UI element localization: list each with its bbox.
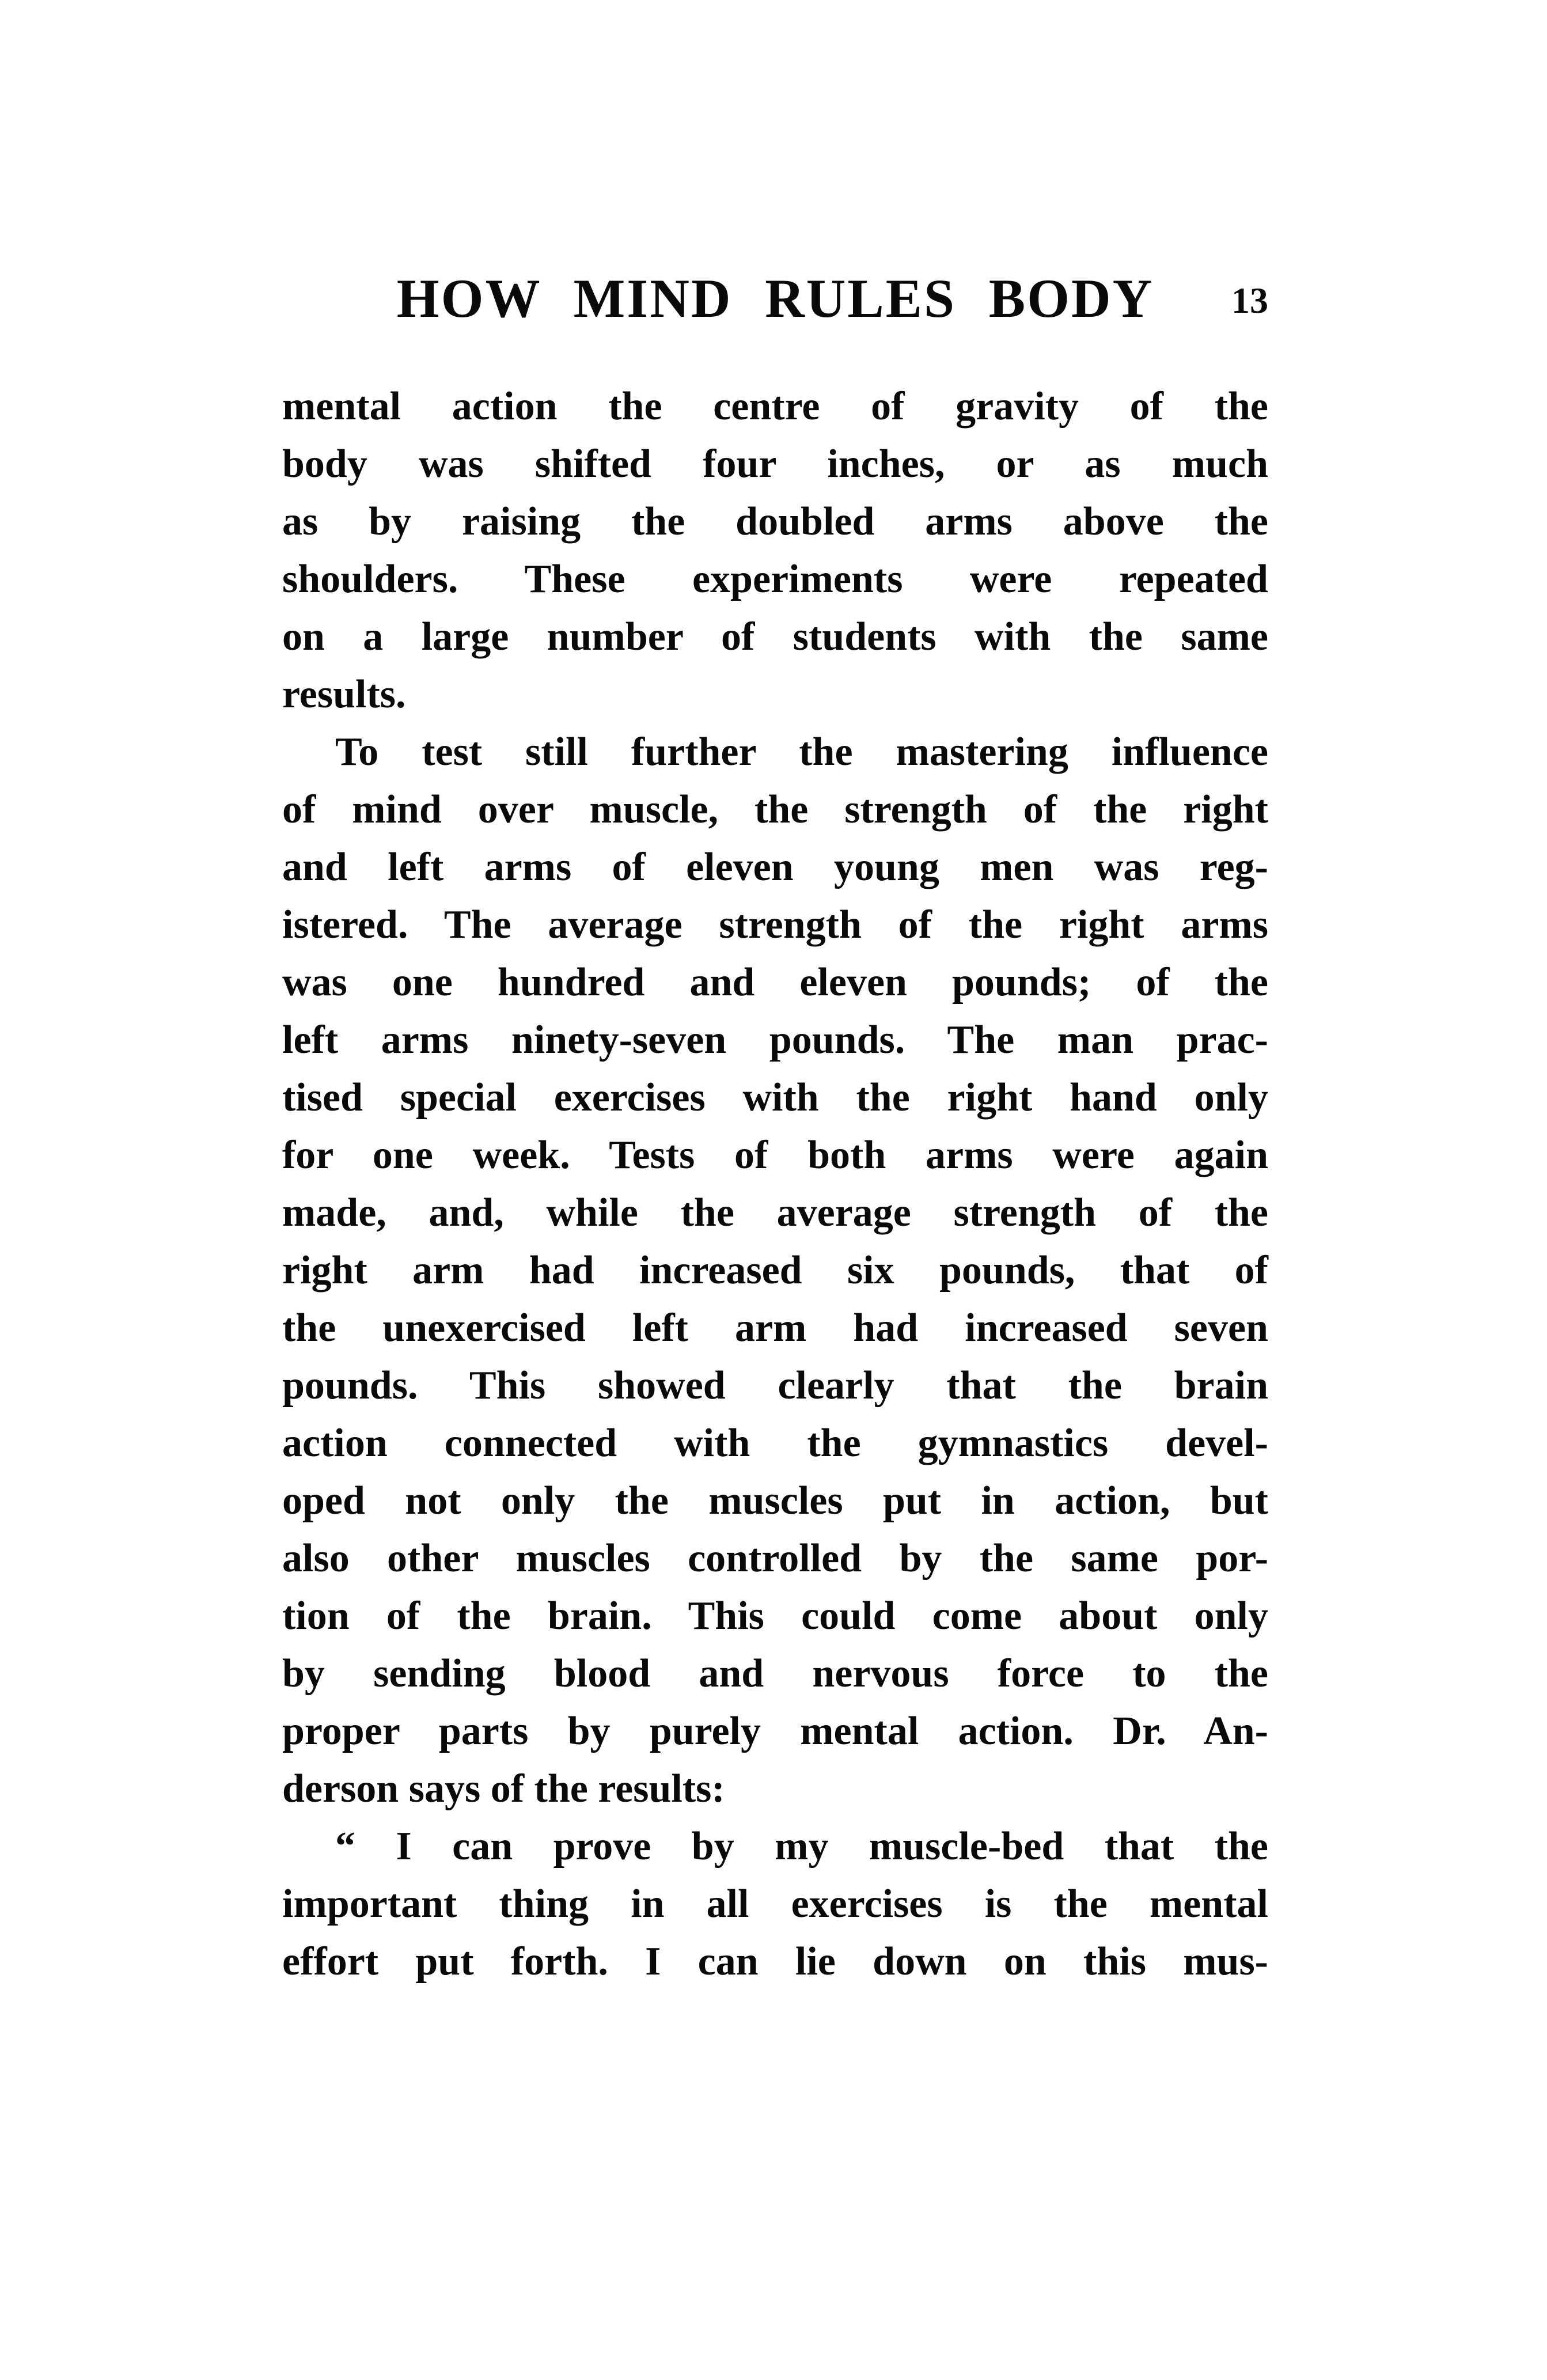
text-line: for one week. Tests of both arms were again <box>282 1133 1268 1177</box>
text-line: To test still further the mastering influence <box>335 730 1268 774</box>
running-header-title: HOW MIND RULES BODY <box>396 268 1154 329</box>
text-line: on a large number of students with the same <box>282 615 1268 659</box>
text-line: istered. The average strength of the right arms <box>282 903 1268 947</box>
text-line: left arms ninety-seven pounds. The man prac- <box>282 1018 1268 1062</box>
text-line: action connected with the gymnastics devel- <box>282 1421 1268 1465</box>
text-line: proper parts by purely mental action. Dr. An- <box>282 1709 1268 1753</box>
text-line: shoulders. These experiments were repeated <box>282 557 1268 601</box>
text-line: pounds. This showed clearly that the brain <box>282 1363 1268 1408</box>
text-line: and left arms of eleven young men was reg- <box>282 845 1268 889</box>
text-line: made, and, while the average strength of the <box>282 1191 1268 1235</box>
text-line: also other muscles controlled by the same por- <box>282 1536 1268 1581</box>
text-line: by sending blood and nervous force to the <box>282 1651 1268 1696</box>
text-line: tised special exercises with the right hand only <box>282 1075 1268 1120</box>
text-line: effort put forth. I can lie down on this mus- <box>282 1939 1268 1984</box>
text-line: tion of the brain. This could come about only <box>282 1594 1268 1638</box>
body-text <box>282 378 1268 1991</box>
text-line: as by raising the doubled arms above the <box>282 499 1268 544</box>
text-line: oped not only the muscles put in action, but <box>282 1479 1268 1523</box>
running-header <box>282 270 1268 333</box>
text-line: important thing in all exercises is the mental <box>282 1882 1268 1926</box>
text-line: of mind over muscle, the strength of the right <box>282 787 1268 832</box>
text-line: derson says of the results: <box>282 1767 725 1811</box>
text-line: was one hundred and eleven pounds; of the <box>282 960 1268 1005</box>
text-line: mental action the centre of gravity of the <box>282 384 1268 429</box>
text-line: body was shifted four inches, or as much <box>282 442 1268 486</box>
text-line: the unexercised left arm had increased seven <box>282 1306 1268 1350</box>
text-line: results. <box>282 672 406 717</box>
text-line: right arm had increased six pounds, that of <box>282 1248 1268 1293</box>
page-number: 13 <box>1231 280 1268 321</box>
text-line: “ I can prove by my muscle-bed that the <box>335 1824 1268 1869</box>
